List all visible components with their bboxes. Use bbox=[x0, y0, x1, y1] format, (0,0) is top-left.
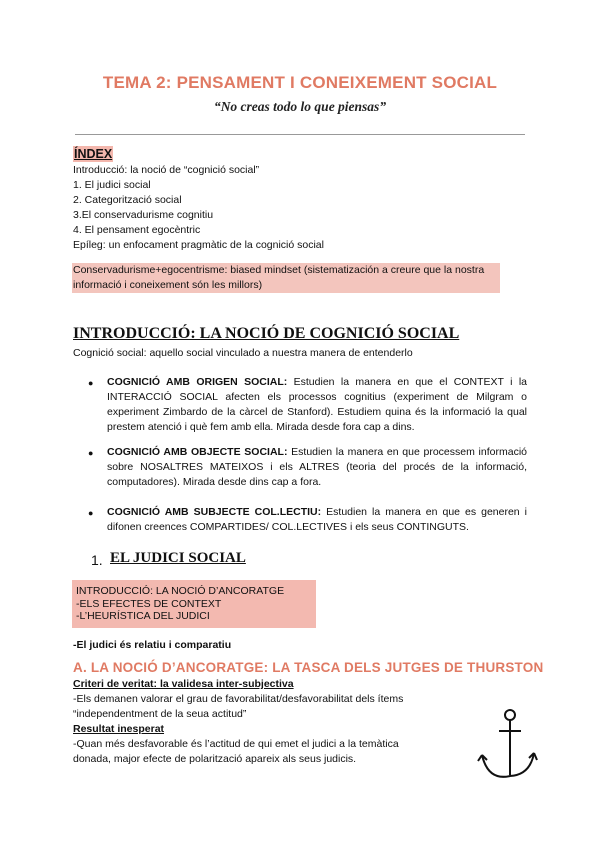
subsection-heading: A. LA NOCIÓ D’ANCORATGE: LA TASCA DELS JUTGES DE THURSTON bbox=[73, 660, 544, 675]
highlight-note bbox=[72, 263, 500, 293]
bullet-term: COGNICIÓ AMB SUBJECTE COL.LECTIU: bbox=[107, 506, 322, 518]
criteria-text: -Els demanen valorar el grau de favorabilitat/desfavorabilitat dels ítems bbox=[73, 693, 404, 705]
section-number: 1. bbox=[91, 552, 103, 568]
criteria-text: “independentment de la seua actitud” bbox=[73, 708, 247, 720]
intro-definition: Cognició social: aquello social vinculado a nuestra manera de entenderlo bbox=[73, 347, 413, 359]
bullet-term: COGNICIÓ AMB ORIGEN SOCIAL: bbox=[107, 376, 288, 388]
bullet-item bbox=[107, 375, 527, 435]
result-text: -Quan més desfavorable és l’actitud de qui emet el judici a la temàtica bbox=[73, 738, 399, 750]
bullet-description: Estudien la manera en que processem informació sobre NOSALTRES MATEIXOS i els ALTRES (teoria del procés de la informació, computadores). Mirada desde dins cap a fora. bbox=[107, 446, 527, 488]
page-title: TEMA 2: PENSAMENT I CONEIXEMENT SOCIAL bbox=[102, 73, 498, 92]
section-heading: EL JUDICI SOCIAL bbox=[110, 550, 246, 566]
index-item: Introducció: la noció de “cognició social” bbox=[73, 164, 260, 176]
bullet-item bbox=[107, 505, 527, 535]
index-item: Epíleg: un enfocament pragmàtic de la cognició social bbox=[73, 239, 324, 251]
page-subtitle: “No creas todo lo que piensas” bbox=[213, 99, 387, 114]
summary-line: -L’HEURÍSTICA DEL JUDICI bbox=[76, 610, 210, 622]
index-item: 1. El judici social bbox=[73, 179, 151, 191]
result-text: donada, major efecte de polarització apareix als seus judicis. bbox=[73, 753, 357, 765]
bullet-description: Estudien la manera en que es generen i difonen creences COMPARTIDES/ COL.LECTIVES i els seus CONTINGUTS. bbox=[107, 506, 527, 533]
index-item: 3.El conservadurisme cognitiu bbox=[73, 209, 214, 221]
index-heading: ÍNDEX bbox=[74, 147, 113, 161]
highlight-line: informació i coneixement són les millors) bbox=[73, 279, 263, 291]
divider bbox=[75, 134, 525, 135]
bullet-term: COGNICIÓ AMB OBJECTE SOCIAL: bbox=[107, 446, 288, 458]
bullet-description: Estudien la manera en que el CONTEXT i la INTERACCIÓ SOCIAL afecten els processos cognitius (experiment de Milgram o experiment Zimbardo de la càrcel de Stanford). Estudiem quina és la informació la qual prestem atenció i què fem amb ella. Mirada desde fora cap a dins. bbox=[107, 376, 527, 433]
anchor-icon bbox=[470, 705, 540, 787]
bullet-icon: ● bbox=[88, 378, 94, 388]
intro-heading: INTRODUCCIÓ: LA NOCIÓ DE COGNICIÓ SOCIAL bbox=[73, 325, 460, 342]
relative-note: -El judici és relatiu i comparatiu bbox=[73, 639, 232, 651]
bullet-item bbox=[107, 445, 527, 490]
summary-line: INTRODUCCIÓ: LA NOCIÓ D’ANCORATGE bbox=[76, 585, 285, 597]
index-item: 2. Categorització social bbox=[73, 194, 182, 206]
index-item: 4. El pensament egocèntric bbox=[73, 224, 201, 236]
section-summary-box bbox=[72, 580, 316, 628]
result-label: Resultat inesperat bbox=[73, 723, 165, 735]
criteria-label: Criteri de veritat: la validesa inter-subjectiva bbox=[73, 678, 294, 690]
highlight-line: Conservadurisme+egocentrisme: biased mindset (sistematización a creure que la nostra bbox=[73, 264, 485, 276]
bullet-icon: ● bbox=[88, 448, 94, 458]
summary-line: -ELS EFECTES DE CONTEXT bbox=[76, 597, 222, 610]
bullet-icon: ● bbox=[88, 508, 94, 518]
